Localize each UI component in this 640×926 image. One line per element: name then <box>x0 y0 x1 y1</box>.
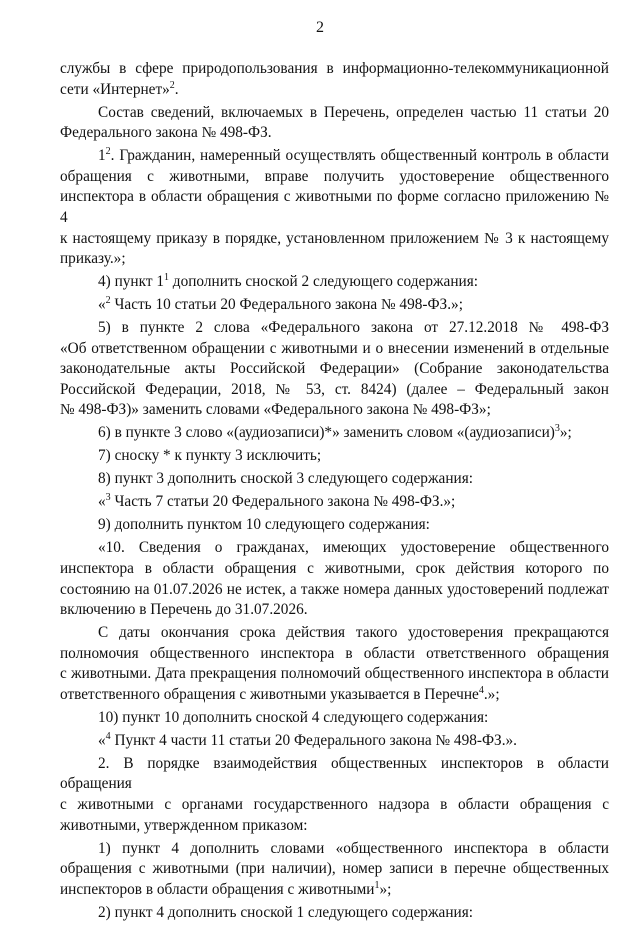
text-line: инспекторов в области обращения с животными$^1$»; <box>60 879 392 898</box>
paragraph <box>60 272 609 293</box>
paragraph <box>60 515 609 536</box>
footnote-marker: 4 <box>478 684 484 696</box>
paragraph <box>60 839 609 901</box>
paragraph <box>60 731 609 752</box>
paragraph <box>60 492 609 513</box>
paragraph <box>60 754 609 836</box>
paragraph <box>60 295 609 316</box>
paragraph <box>60 469 609 490</box>
text-line: 1) пункт 4 дополнить словами «общественного инспектора в области <box>98 839 609 857</box>
text-line: Российской Федерации, 2018, № 53, ст. 8424) (далее – Федеральный закон <box>60 380 609 398</box>
footnote-marker: 4 <box>105 730 111 742</box>
paragraph <box>60 903 609 924</box>
paragraph <box>60 423 609 444</box>
footnote-marker: 2 <box>169 79 175 91</box>
paragraph <box>60 59 609 100</box>
text-line: Федерального закона № 498-ФЗ. <box>60 124 272 142</box>
footnote-marker: 1 <box>163 272 169 284</box>
text-line: животными, утвержденном приказом: <box>60 816 308 834</box>
paragraph <box>60 623 609 705</box>
text-line: 10) пункт 10 дополнить сноской 4 следующего содержания: <box>98 708 489 726</box>
text-line: службы в сфере природопользования в информационно-телекоммуникационной <box>60 60 609 77</box>
text-line: 7) сноску * к пункту 3 исключить; <box>98 447 322 465</box>
text-line: С даты окончания срока действия такого удостоверения прекращаются <box>98 624 609 642</box>
page-number: 2 <box>316 19 324 36</box>
text-line: ответственного обращения с животными указывается в Перечне$^4$.»; <box>60 684 500 703</box>
footnote-marker: 3 <box>554 423 560 435</box>
text-line: 2. В порядке взаимодействия общественных инспекторов в области обращения <box>60 754 609 793</box>
footnote-marker: 1 <box>374 879 380 891</box>
text-line: 5) в пункте 2 слова «Федерального закона от 27.12.2018 № 498-ФЗ <box>98 319 609 337</box>
text-line: № 498-ФЗ)» заменить словами «Федерального закона № 498-ФЗ»; <box>60 401 491 419</box>
paragraph <box>60 538 609 620</box>
text-line: состоянию на 01.07.2026 не истек, а также номера данных удостоверений подлежат <box>60 580 609 598</box>
text-line: 2) пункт 4 дополнить сноской 1 следующего содержания: <box>98 903 473 921</box>
text-line: с животными. Дата прекращения полномочий общественного инспектора в области <box>60 665 609 683</box>
text-line: 4) пункт $1^1$ дополнить сноской 2 следующего содержания: <box>98 272 478 291</box>
text-line: «$^4$ Пункт 4 части 11 статьи 20 Федерального закона № 498-ФЗ.». <box>98 730 518 749</box>
text-line: Состав сведений, включаемых в Перечень, определен частью 11 статьи 20 <box>98 103 609 121</box>
text-line: 9) дополнить пунктом 10 следующего содержания: <box>98 516 430 534</box>
text-line: «10. Сведения о гражданах, имеющих удостоверение общественного <box>98 539 609 557</box>
text-line: обращения с животными, вправе получить удостоверение общественного <box>60 167 609 185</box>
text-line: приказу.»; <box>60 250 126 268</box>
text-line: с животными с органами государственного надзора в области обращения с <box>60 796 609 814</box>
paragraph <box>60 708 609 729</box>
text-line: 8) пункт 3 дополнить сноской 3 следующего содержания: <box>98 470 473 488</box>
text-line: «$^3$ Часть 7 статьи 20 Федерального закона № 498-ФЗ.»; <box>98 492 456 511</box>
text-line: включению в Перечень до 31.07.2026. <box>60 601 308 619</box>
text-line: инспектора в области обращения с животными по форме согласно приложению № 4 <box>60 188 609 226</box>
text-line: обращения с животными (при наличии), номер записи в перечне общественных <box>60 860 609 878</box>
footnote-marker: 2 <box>105 146 111 158</box>
text-line: «$^2$ Часть 10 статьи 20 Федерального закона № 498-ФЗ.»; <box>98 295 463 314</box>
footnote-marker: 2 <box>105 295 111 306</box>
text-line: сети «Интернет»$^2$. <box>60 79 179 98</box>
text-line: 6) в пункте 3 слово «(аудиозаписи)*» заменить словом «(аудиозаписи)$^3$»; <box>98 423 572 442</box>
footnote-marker: 3 <box>105 492 111 504</box>
text-line: «Об ответственном обращении с животными и о внесении изменений в отдельные <box>60 339 609 357</box>
paragraph <box>60 446 609 467</box>
document-body <box>60 59 609 926</box>
text-line: инспектора в области обращения с животными, срок действия которого по <box>60 559 609 577</box>
text-line: к настоящему приказу в порядке, установленном приложением № 3 к настоящему <box>60 229 609 247</box>
text-line: полномочия общественного инспектора в области ответственного обращения <box>60 644 609 662</box>
paragraph <box>60 146 609 270</box>
text-line: законодательные акты Российской Федерации» (Собрание законодательства <box>60 360 609 378</box>
text-line: $1^2$. Гражданин, намеренный осуществлять общественный контроль в области <box>98 146 609 165</box>
paragraph <box>60 318 609 421</box>
paragraph <box>60 103 609 144</box>
